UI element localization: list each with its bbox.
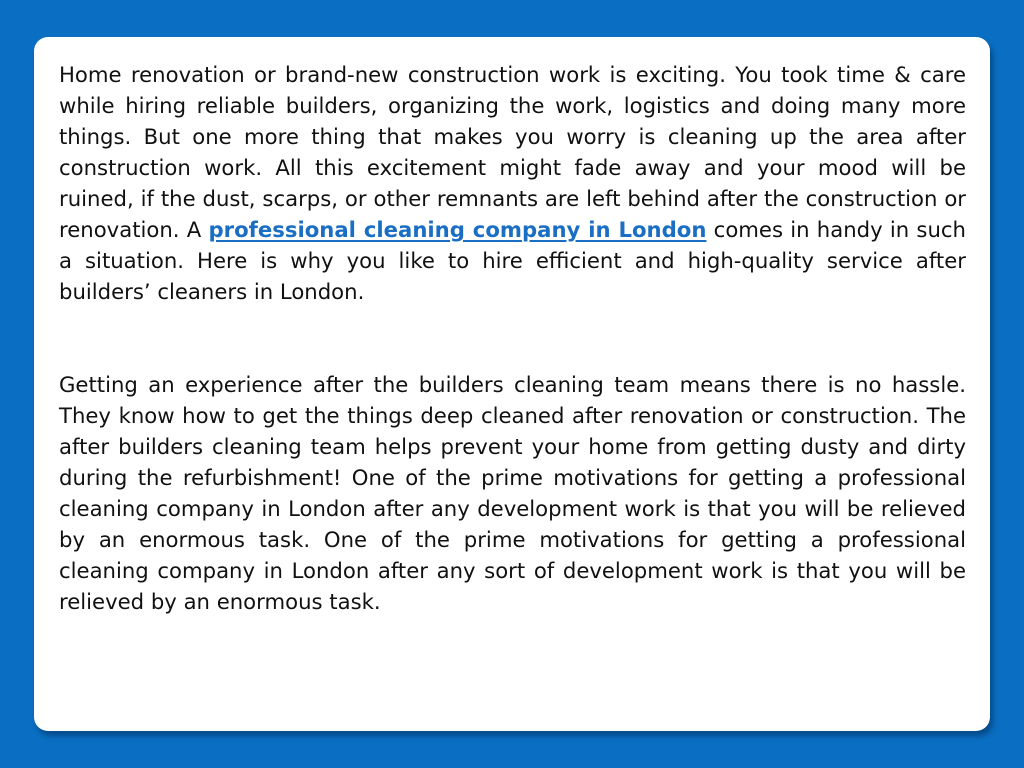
paragraph-intro-text-end: comes in handy in such a situation. Here is why you like to hire efficient and high-quality service after builders’ cleaners in London. [59, 217, 966, 304]
paragraph-intro [59, 59, 966, 307]
professional-cleaning-company-link[interactable]: professional cleaning company in London [208, 217, 707, 242]
slide-card [34, 37, 990, 731]
paragraph-benefits: Getting an experience after the builders cleaning team means there is no hassle. They know how to get the things deep cleaned after renovation or construction. The after builders cleaning team helps prevent your home from getting dusty and dirty during the refurbishment! One of the prime motivations for getting a professional cleaning company in London after any development work is that you will be relieved by an enormous task. One of the prime motivations for getting a professional cleaning company in London after any sort of development work is that you will be relieved by an enormous task. [59, 372, 966, 614]
paragraph-intro-text-start: Home renovation or brand-new construction work is exciting. You took time & care while hiring reliable builders, organizing the work, logistics and doing many more things. But one more thing that makes you worry is cleaning up the area after construction work. All this excitement might fade away and your mood will be ruined, if the dust, scarps, or other remnants are left behind after the construction or renovation. A [59, 62, 966, 242]
